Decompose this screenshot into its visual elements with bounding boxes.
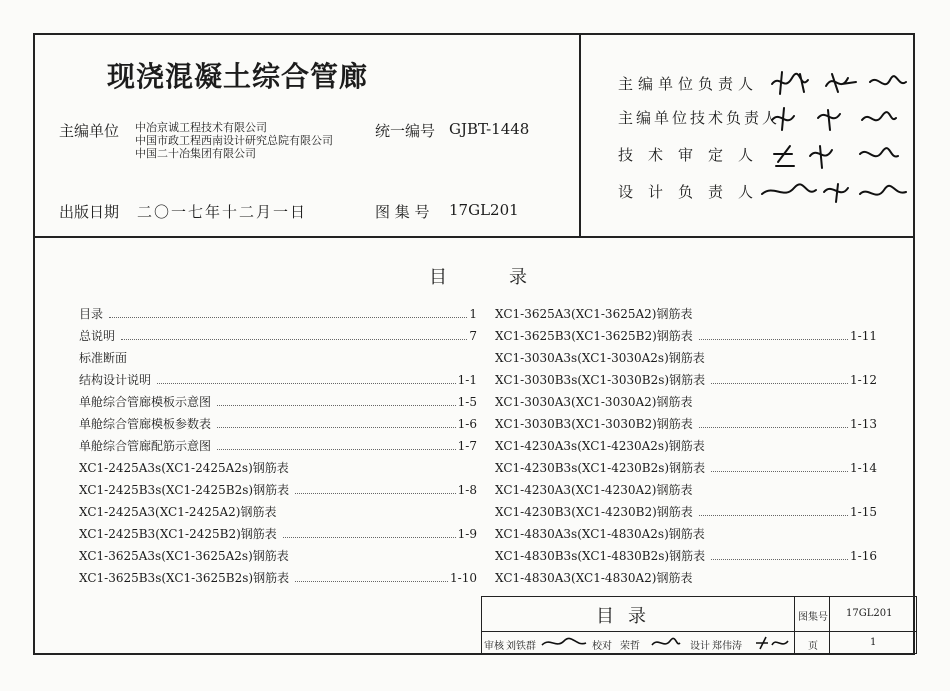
designer-signature <box>754 635 790 651</box>
toc-entry <box>495 567 877 589</box>
toc-dot-leader <box>699 413 848 428</box>
toc-entry-page: 1-6 <box>457 417 477 431</box>
design-label: 设计 <box>690 641 710 652</box>
toc-entry <box>79 567 477 589</box>
toc-entry <box>495 303 877 325</box>
toc-entry-title: XC1-4230B3(XC1-4230B2)钢筋表 <box>495 505 693 519</box>
toc-entry-page: 1-11 <box>850 329 877 343</box>
atlas-no: 17GL201 <box>449 201 519 219</box>
toc-entry <box>79 435 477 457</box>
toc-entry-title: XC1-4830A3(XC1-4830A2)钢筋表 <box>495 571 693 585</box>
toc-entry-title: XC1-2425A3s(XC1-2425A2s)钢筋表 <box>79 461 289 475</box>
toc-entry-page: 1 <box>469 307 477 321</box>
drawing-frame <box>33 33 915 655</box>
editor-list <box>135 121 333 160</box>
toc-entry <box>79 369 477 391</box>
editor-1: 中冶京诚工程技术有限公司 <box>135 121 267 134</box>
toc-entry-title: 总说明 <box>79 329 116 343</box>
check-label: 校对 <box>592 641 612 652</box>
toc-entry <box>79 523 477 545</box>
unified-no: GJBT-1448 <box>449 120 530 138</box>
toc-entry-page: 1-8 <box>457 483 477 497</box>
reviewer: 刘铁群 <box>506 641 536 652</box>
toc-entry <box>495 501 877 523</box>
toc-right-column <box>495 303 877 589</box>
toc-dot-leader <box>295 479 456 494</box>
toc-dot-leader <box>217 435 456 450</box>
toc-dot-leader <box>711 457 848 472</box>
toc-entry-title: XC1-2425A3(XC1-2425A2)钢筋表 <box>79 505 277 519</box>
title-block <box>481 596 917 654</box>
toc-heading-left: 目 <box>429 267 447 288</box>
toc-entry <box>79 391 477 413</box>
toc-entry <box>79 413 477 435</box>
toc-entry <box>495 435 877 457</box>
toc-entry <box>79 325 477 347</box>
toc-entry <box>79 501 477 523</box>
toc-entry-title: 结构设计说明 <box>79 373 152 387</box>
toc-entry <box>495 545 877 567</box>
toc-entry-page: 1-14 <box>850 461 877 475</box>
toc-entry-title: 标准断面 <box>79 351 128 365</box>
designer: 郑伟涛 <box>712 641 742 652</box>
toc-dot-leader <box>295 567 448 582</box>
toc-entry <box>495 413 877 435</box>
header-divider-horizontal <box>35 236 913 238</box>
toc-entry-page: 1-9 <box>457 527 477 541</box>
editor-label: 主编单位 <box>59 122 120 140</box>
review-label: 审核 <box>484 641 504 652</box>
toc-entry <box>79 303 477 325</box>
toc-entry <box>79 457 477 479</box>
responsible-label-2: 主编单位技术负责人 <box>618 109 781 127</box>
responsible-label-4: 设计负责人 <box>618 183 769 201</box>
signatures-handwritten <box>770 70 910 220</box>
reviewer-signature <box>540 635 590 651</box>
toc-dot-leader <box>157 369 456 384</box>
toc-entry-title: 单舱综合管廊模板参数表 <box>79 417 212 431</box>
toc-entry-title: XC1-3625B3s(XC1-3625B2s)钢筋表 <box>79 571 290 585</box>
unified-no-label: 统一编号 <box>375 122 436 140</box>
toc-entry-title: XC1-4230A3s(XC1-4230A2s)钢筋表 <box>495 439 705 453</box>
checker-signature <box>650 635 682 651</box>
toc-entry-page: 1-1 <box>457 373 477 387</box>
toc-entry-title: 目录 <box>79 307 104 321</box>
toc-dot-leader <box>109 303 467 318</box>
toc-entry <box>495 523 877 545</box>
toc-dot-leader <box>699 501 848 516</box>
toc-entry <box>495 347 877 369</box>
toc-entry-page: 1-5 <box>457 395 477 409</box>
toc-entry-page: 7 <box>469 329 477 343</box>
toc-entry-title: XC1-4230B3s(XC1-4230B2s)钢筋表 <box>495 461 706 475</box>
toc-entry <box>495 325 877 347</box>
publish-date-label: 出版日期 <box>59 203 120 221</box>
page-label: 页 <box>808 641 818 652</box>
toc-entry-title: XC1-4230A3(XC1-4230A2)钢筋表 <box>495 483 693 497</box>
toc-entry-title: 单舱综合管廊配筋示意图 <box>79 439 212 453</box>
toc-heading-right: 录 <box>509 267 527 288</box>
toc-entry <box>495 369 877 391</box>
header-divider-vertical <box>579 35 581 236</box>
tb-atlas-no: 17GL201 <box>846 608 893 619</box>
toc-entry-page: 1-12 <box>850 373 877 387</box>
toc-entry <box>495 457 877 479</box>
toc-entry-page: 1-13 <box>850 417 877 431</box>
toc-entry-page: 1-7 <box>457 439 477 453</box>
toc-entry-page: 1-15 <box>850 505 877 519</box>
toc-entry-title: XC1-4830A3s(XC1-4830A2s)钢筋表 <box>495 527 705 541</box>
toc-entry-title: XC1-3030B3s(XC1-3030B2s)钢筋表 <box>495 373 706 387</box>
page-number: 1 <box>870 637 877 648</box>
toc-entry <box>79 479 477 501</box>
toc-dot-leader <box>699 325 848 340</box>
toc-entry-title: 单舱综合管廊模板示意图 <box>79 395 212 409</box>
toc-entry-title: XC1-3625A3s(XC1-3625A2s)钢筋表 <box>79 549 289 563</box>
editor-2: 中国市政工程西南设计研究总院有限公司 <box>135 134 333 147</box>
toc-dot-leader <box>121 325 467 340</box>
responsible-label-1: 主编单位负责人 <box>618 75 759 93</box>
toc-entry-title: XC1-2425B3(XC1-2425B2)钢筋表 <box>79 527 277 541</box>
toc-dot-leader <box>217 391 456 406</box>
toc-entry <box>79 347 477 369</box>
toc-entry-page: 1-16 <box>850 549 877 563</box>
toc-entry <box>79 545 477 567</box>
toc-entry-title: XC1-3030B3(XC1-3030B2)钢筋表 <box>495 417 693 431</box>
toc-dot-leader <box>711 369 848 384</box>
editor-3: 中国二十冶集团有限公司 <box>135 147 256 160</box>
atlas-no-label: 图 集 号 <box>375 203 430 221</box>
toc-entry <box>495 391 877 413</box>
toc-entry-title: XC1-3625B3(XC1-3625B2)钢筋表 <box>495 329 693 343</box>
responsible-label-3: 技术审定人 <box>618 146 769 164</box>
toc-entry <box>495 479 877 501</box>
toc-entry-title: XC1-3030A3s(XC1-3030A2s)钢筋表 <box>495 351 705 365</box>
atlas-title: 现浇混凝土综合管廊 <box>107 60 369 93</box>
toc-entry-title: XC1-4830B3s(XC1-4830B2s)钢筋表 <box>495 549 706 563</box>
toc-entry-title: XC1-2425B3s(XC1-2425B2s)钢筋表 <box>79 483 290 497</box>
toc-dot-leader <box>217 413 456 428</box>
toc-entry-page: 1-10 <box>450 571 477 585</box>
publish-date: 二〇一七年十二月一日 <box>137 203 308 221</box>
toc-dot-leader <box>283 523 456 538</box>
toc-left-column <box>79 303 477 589</box>
toc-entry-title: XC1-3625A3(XC1-3625A2)钢筋表 <box>495 307 693 321</box>
toc-entry-title: XC1-3030A3(XC1-3030A2)钢筋表 <box>495 395 693 409</box>
tb-atlas-no-label: 图集号 <box>798 612 828 623</box>
drawing-name: 目录 <box>596 606 660 627</box>
toc-dot-leader <box>711 545 848 560</box>
checker: 荣哲 <box>620 641 640 652</box>
